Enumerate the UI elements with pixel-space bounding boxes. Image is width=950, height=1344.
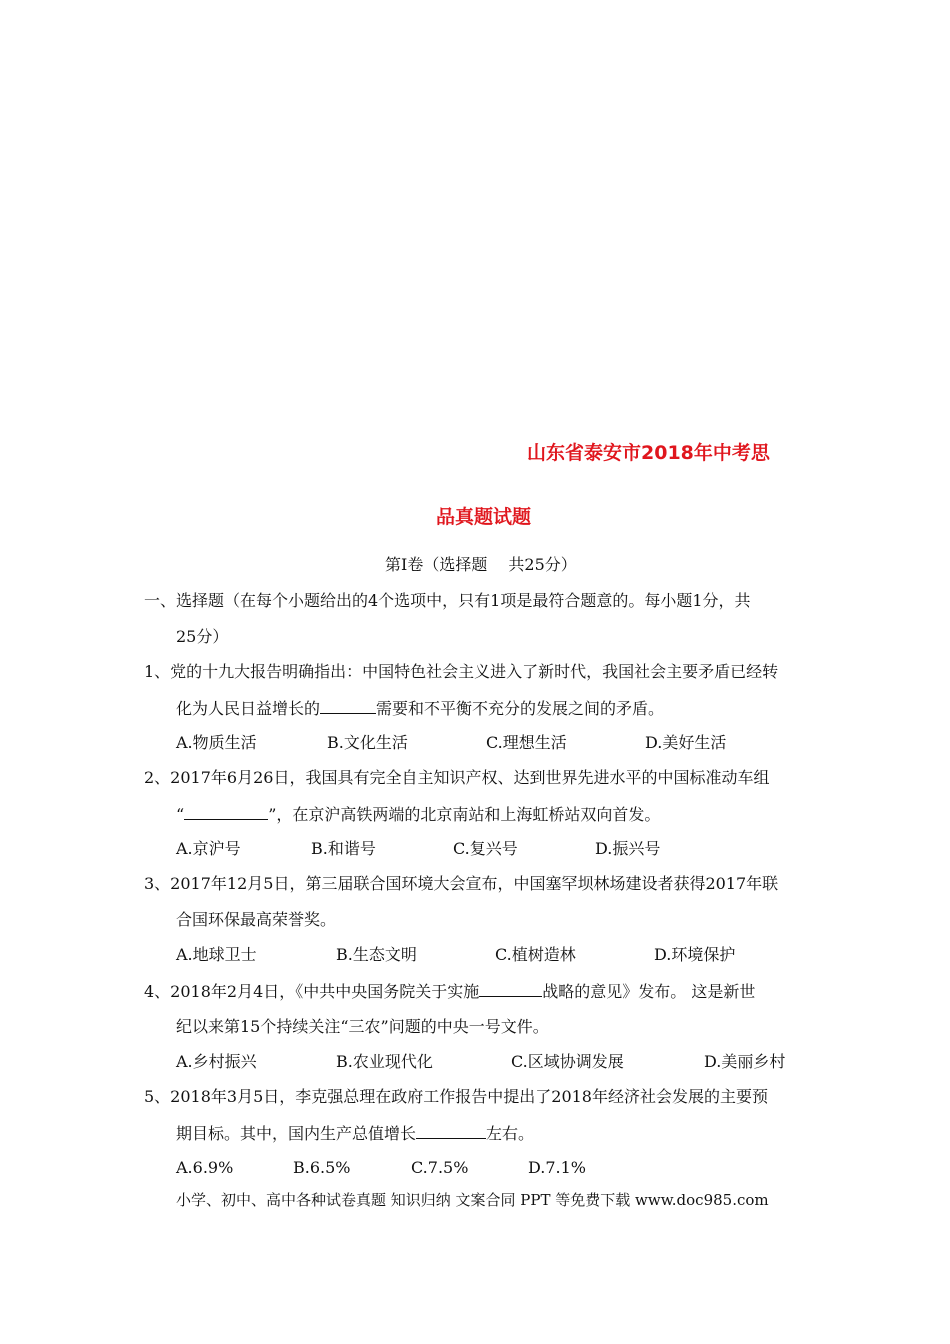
answer-blank (416, 1123, 486, 1139)
answer-blank (479, 981, 542, 997)
answer-blank (320, 698, 376, 714)
question-3-option-a: A.地球卫士 (176, 945, 257, 964)
exam-title-line2: 品真题试题 (436, 506, 532, 528)
question-1-option-d: D.美好生活 (645, 733, 727, 752)
answer-blank (184, 804, 268, 820)
question-1-line1: 1、党的十九大报告明确指出：中国特色社会主义进入了新时代，我国社会主要矛盾已经转 (144, 662, 779, 681)
instructions-line2: 25分） (176, 627, 229, 646)
question-5-line2 (176, 1123, 534, 1144)
footer-promo-text: 小学、初中、高中各种试卷真题 知识归纳 文案合同 PPT 等免费下载 www.doc985.com (176, 1191, 769, 1209)
question-4-line1-post: 战略的意见》发布。 这是新世 (542, 982, 756, 1001)
question-4-option-d: D.美丽乡村 (704, 1052, 786, 1071)
question-1-line2-pre: 化为人民日益增长的 (176, 699, 321, 718)
question-2-option-d: D.振兴号 (595, 839, 661, 858)
question-5-option-d: D.7.1% (528, 1158, 586, 1177)
question-5-line2-pre: 期目标。其中，国内生产总值增长 (176, 1124, 417, 1143)
question-2-line2 (176, 804, 660, 825)
question-5-option-b: B.6.5% (293, 1158, 351, 1177)
question-2-option-c: C.复兴号 (453, 839, 518, 858)
question-4-option-c: C.区域协调发展 (511, 1052, 624, 1071)
question-1-option-a: A.物质生活 (176, 733, 257, 752)
question-4-option-a: A.乡村振兴 (176, 1052, 257, 1071)
question-1-line2-post: 需要和不平衡不充分的发展之间的矛盾。 (376, 699, 665, 718)
question-5-line1: 5、2018年3月5日，李克强总理在政府工作报告中提出了2018年经济社会发展的主要预 (144, 1087, 768, 1106)
question-3-option-b: B.生态文明 (336, 945, 417, 964)
question-3-line1: 3、2017年12月5日，第三届联合国环境大会宣布，中国塞罕坝林场建设者获得2017年联 (144, 874, 779, 893)
question-2-option-a: A.京沪号 (176, 839, 241, 858)
question-4-line2: 纪以来第15个持续关注“三农”问题的中央一号文件。 (176, 1017, 549, 1036)
question-2-line2-pre: “ (176, 805, 185, 824)
question-2-option-b: B.和谐号 (311, 839, 376, 858)
question-1-option-b: B.文化生活 (327, 733, 408, 752)
question-2-line2-post: ”，在京沪高铁两端的北京南站和上海虹桥站双向首发。 (268, 805, 661, 824)
question-3-option-d: D.环境保护 (654, 945, 736, 964)
question-4-line1 (144, 981, 755, 1002)
question-2-line1: 2、2017年6月26日，我国具有完全自主知识产权、达到世界先进水平的中国标准动车组 (144, 768, 770, 787)
question-3-line2: 合国环保最高荣誉奖。 (176, 910, 337, 929)
exam-title-line1: 山东省泰安市2018年中考思 (527, 442, 770, 464)
question-3-option-c: C.植树造林 (495, 945, 576, 964)
section-heading: 第I卷（选择题 共25分） (385, 555, 577, 574)
question-4-option-b: B.农业现代化 (336, 1052, 433, 1071)
question-5-option-a: A.6.9% (176, 1158, 234, 1177)
instructions-line1: 一、选择题（在每个小题给出的4个选项中，只有1项是最符合题意的。每小题1分，共 (144, 591, 751, 610)
question-1-line2 (176, 698, 664, 719)
question-4-line1-pre: 4、2018年2月4日，《中共中央国务院关于实施 (144, 982, 480, 1001)
question-1-option-c: C.理想生活 (486, 733, 567, 752)
question-5-line2-post: 左右。 (486, 1124, 535, 1143)
question-5-option-c: C.7.5% (411, 1158, 469, 1177)
